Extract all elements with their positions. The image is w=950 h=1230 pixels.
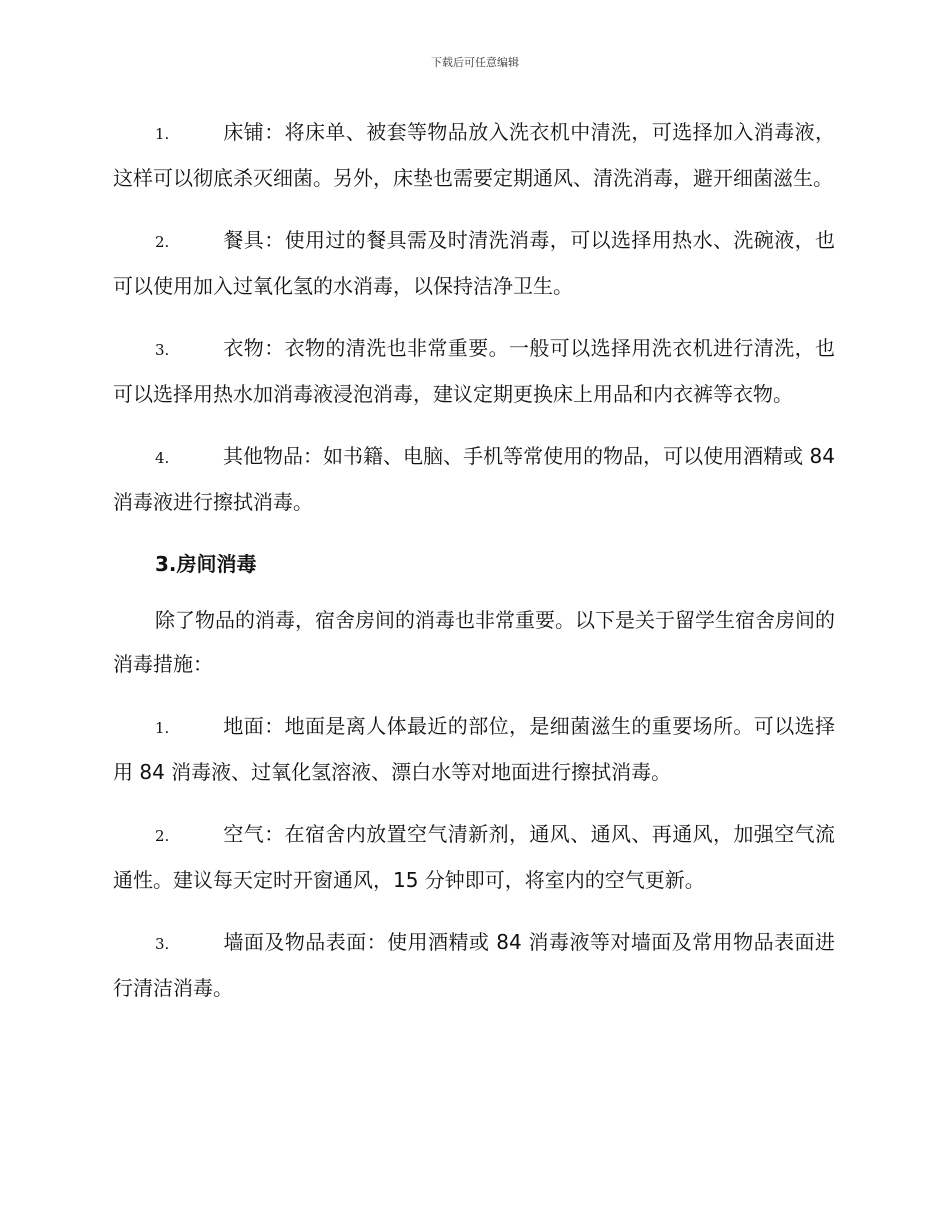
list-item-text: 墙面及物品表面：使用酒精或 84 消毒液等对墙面及常用物品表面进行清洁消毒。 [113, 930, 835, 1000]
page-header-note: 下载后可任意编辑 [431, 56, 519, 69]
section-intro: 除了物品的消毒，宿舍房间的消毒也非常重要。以下是关于留学生宿舍房间的消毒措施： [113, 608, 835, 676]
list-item [113, 326, 835, 416]
list-item [113, 110, 835, 200]
list-item-number: 2. [155, 233, 170, 251]
list-item-text: 其他物品：如书籍、电脑、手机等常使用的物品，可以使用酒精或 84 消毒液进行擦拭消毒。 [113, 444, 835, 514]
list-item [113, 434, 835, 524]
list-item-text: 床铺：将床单、被套等物品放入洗衣机中清洗，可选择加入消毒液，这样可以彻底杀灭细菌。另外，床垫也需要定期通风、清洗消毒，避开细菌滋生。 [113, 120, 835, 190]
list-item-text: 餐具：使用过的餐具需及时清洗消毒，可以选择用热水、洗碗液，也可以使用加入过氧化氢的水消毒，以保持洁净卫生。 [113, 228, 835, 298]
list-item-number: 3. [155, 341, 170, 359]
section-heading: 3.房间消毒 [155, 552, 257, 576]
list-item-number: 1. [155, 125, 170, 143]
list-item [113, 704, 835, 794]
list-item-number: 4. [155, 449, 170, 467]
list-item-text: 空气：在宿舍内放置空气清新剂，通风、通风、再通风，加强空气流通性。建议每天定时开窗通风，15 分钟即可，将室内的空气更新。 [113, 822, 835, 892]
list-item [113, 218, 835, 308]
document-body [113, 110, 835, 1028]
list-item-number: 1. [155, 719, 170, 737]
list-item-number: 2. [155, 827, 170, 845]
list-item-text: 衣物：衣物的清洗也非常重要。一般可以选择用洗衣机进行清洗，也可以选择用热水加消毒液浸泡消毒，建议定期更换床上用品和内衣裤等衣物。 [113, 336, 835, 406]
list-item [113, 812, 835, 902]
list-item-number: 3. [155, 935, 170, 953]
list-item-text: 地面：地面是离人体最近的部位，是细菌滋生的重要场所。可以选择用 84 消毒液、过氧化氢溶液、漂白水等对地面进行擦拭消毒。 [113, 714, 835, 784]
list-item [113, 920, 835, 1010]
